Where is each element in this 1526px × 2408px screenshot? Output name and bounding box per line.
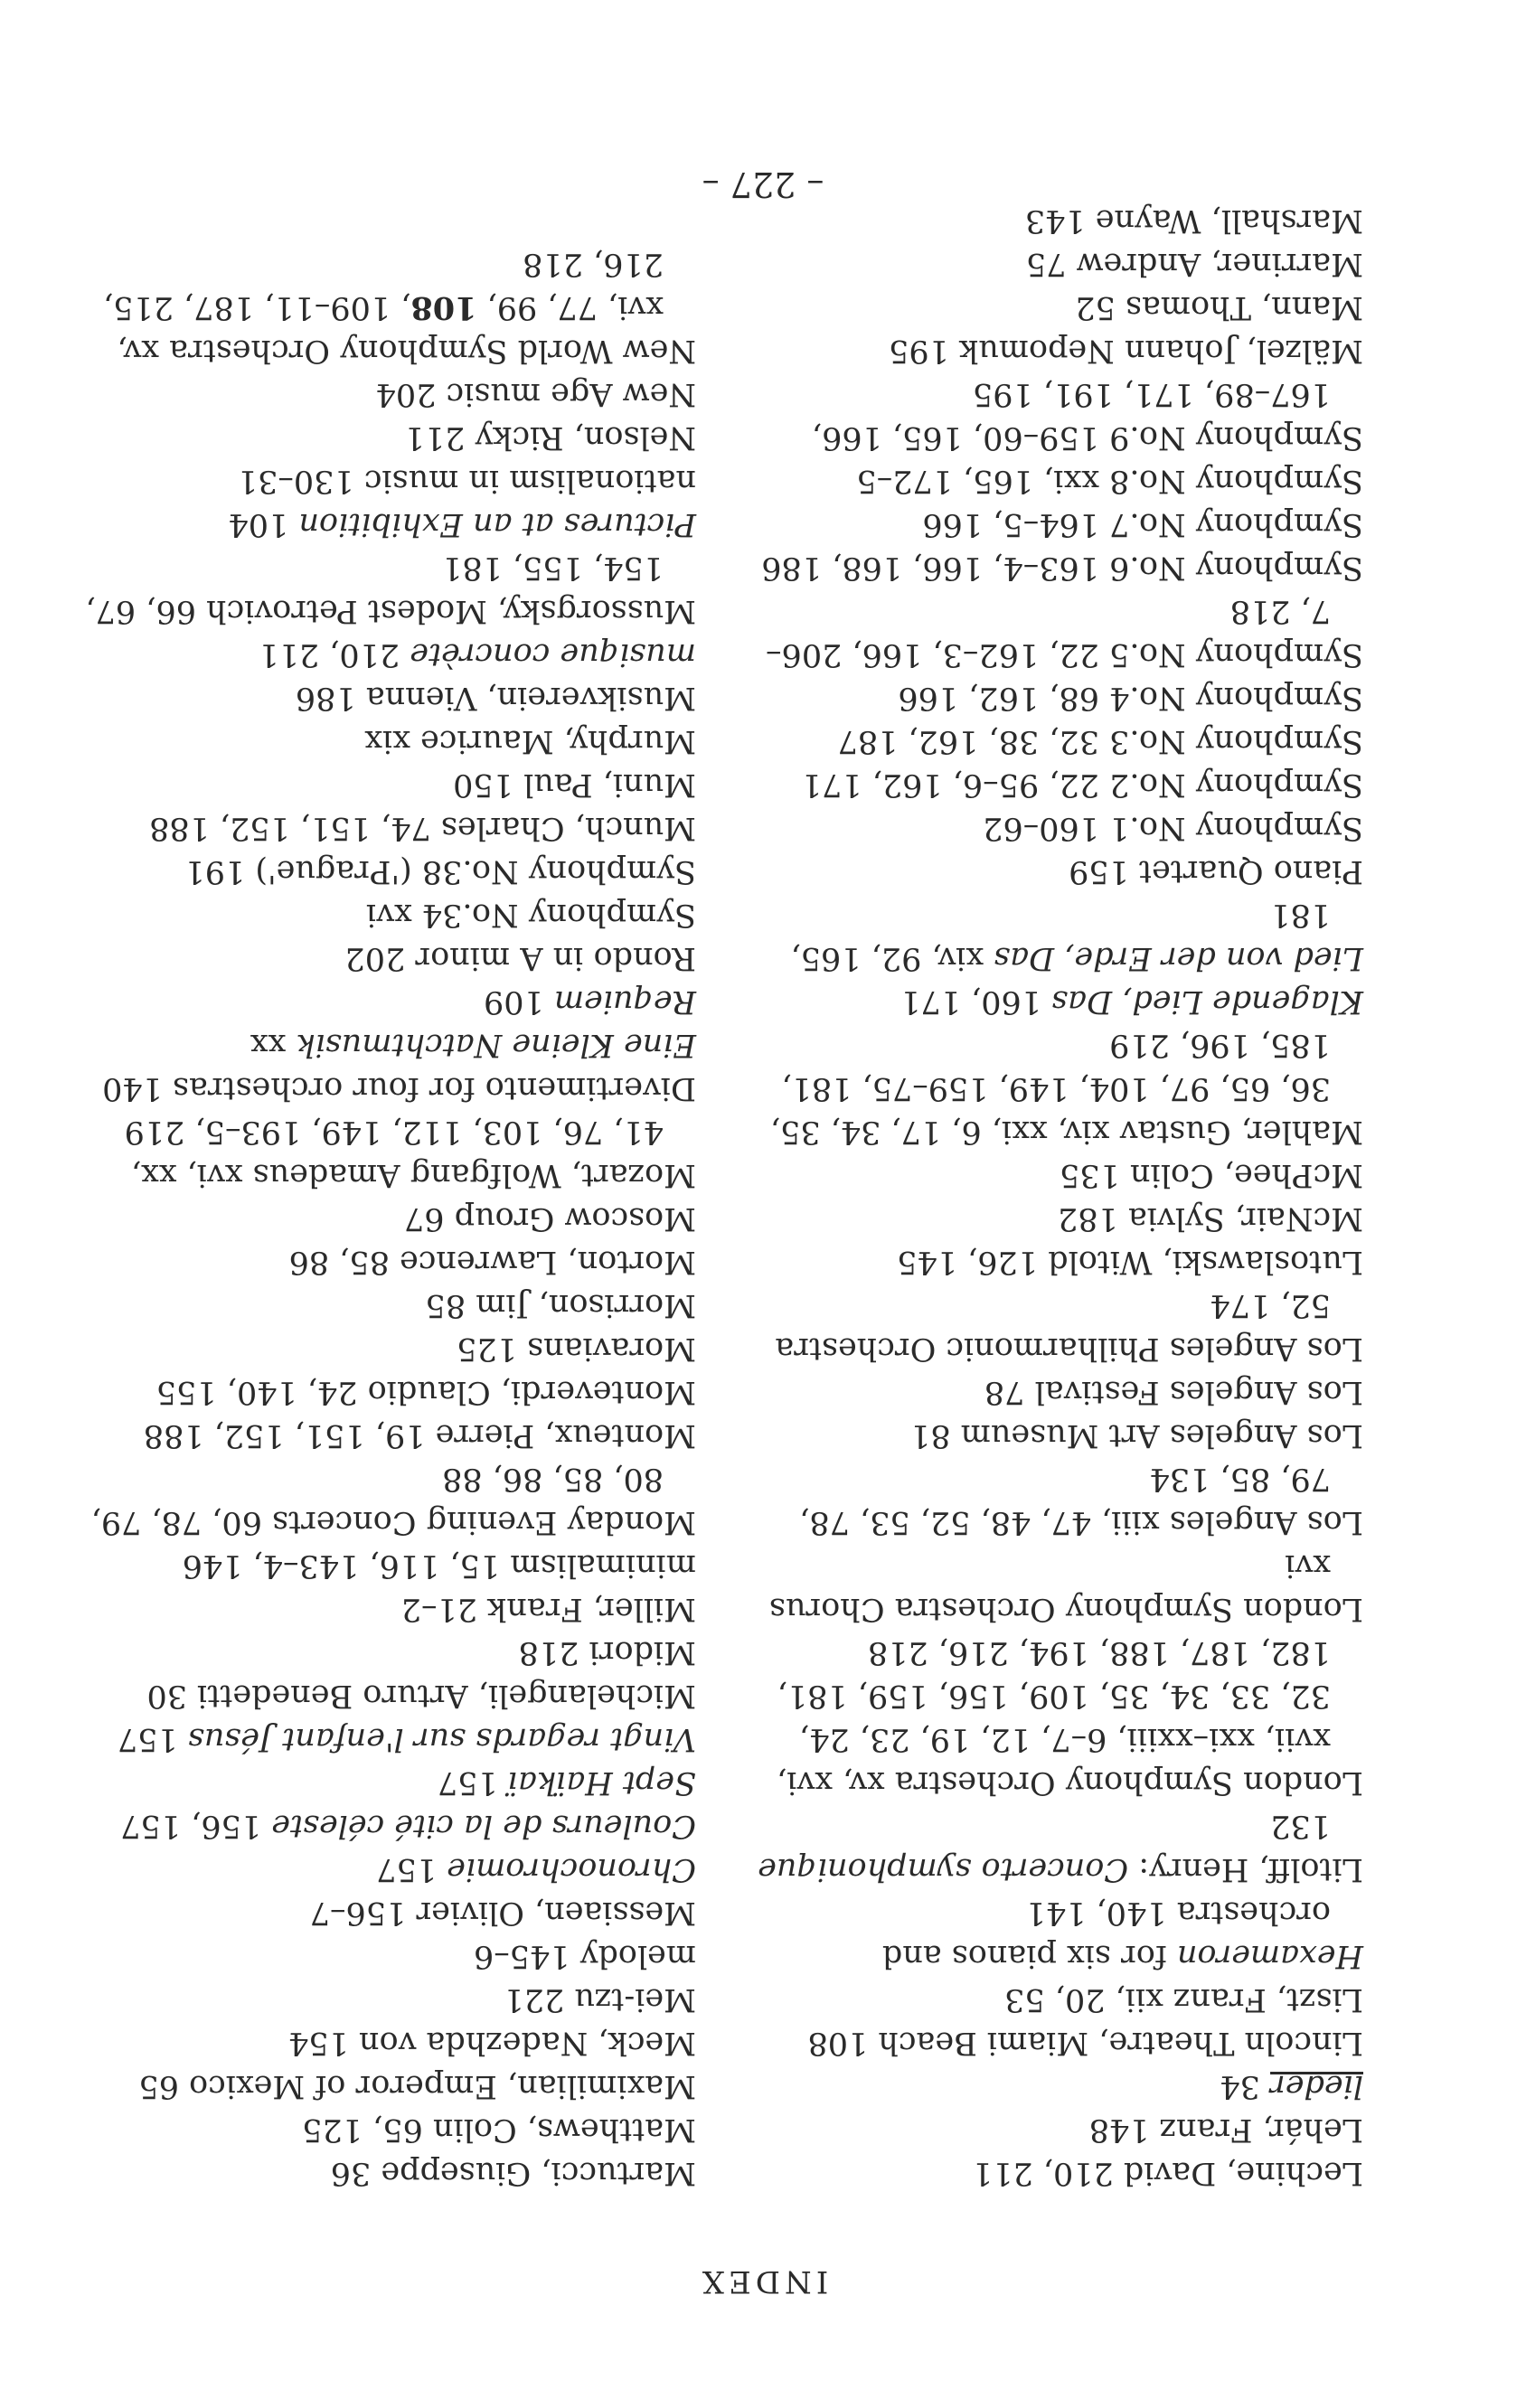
index-entry (749, 329, 1363, 372)
index-entry-text: Mahler, Gustav xiv, xxi, 6, 17, 34, 35, 36, 65, 97, 104, 149, 159–75, 181, 185, 196, 219 (769, 1027, 1363, 1150)
index-entry (81, 1457, 696, 1544)
index-entry (81, 1327, 696, 1370)
index-entry (749, 242, 1363, 286)
index-entry (749, 2021, 1363, 2065)
index-entry-text: 156, 157 (120, 1808, 272, 1844)
index-entry (81, 1674, 696, 1717)
index-entry (749, 1284, 1363, 1370)
index-entry-text: lieder (1270, 2068, 1363, 2104)
index-entry (81, 850, 696, 893)
index-entry (749, 2151, 1363, 2195)
index-entry-text: minimalism 15, 116, 143–4, 146 (182, 1547, 696, 1584)
index-entry (749, 589, 1363, 676)
index-entry-text: Vingt regards sur l'enfant Jésus (187, 1721, 696, 1757)
index-entry (81, 416, 696, 459)
index-entry (81, 1110, 696, 1197)
index-entry-text: 160, 171 (900, 983, 1052, 1020)
index-entry-text: Mann, Thomas 52 (1075, 289, 1363, 325)
index-entry (749, 286, 1363, 329)
index-entry (81, 1067, 696, 1110)
index-entry-text: Requiem (553, 983, 696, 1020)
index-entry-text: 210, 211 (259, 636, 410, 673)
index-entry-text: London Symphony Orchestra xv, xvi, xvii, xxi–xxiii, 6–7, 12, 19, 23, 24, 32, 33, 34, 35, 109, 156, 159, 181, 182, 187, 188, 194, 216, 218 (777, 1634, 1363, 1801)
index-entry-text: Symphony No.38 ('Prague') 191 (184, 853, 696, 889)
index-entry (749, 806, 1363, 850)
index-entry-text: Mei-tzu 221 (504, 1981, 696, 2018)
index-entry-text: Mälzel, Johann Nepomuk 195 (889, 333, 1363, 369)
index-entry (749, 1631, 1363, 1804)
index-entry-text: Hexameron (1176, 1938, 1363, 1974)
index-entry-text: Symphony No.8 xxi, 165, 172–5 (856, 463, 1363, 499)
index-entry-text: 34 (1220, 2068, 1271, 2104)
index-entry-text: Mussorgsky, Modest Petrovich 66, 67, 154, 155, 181 (85, 550, 696, 629)
index-entry (81, 2151, 696, 2195)
index-entry-text: Symphony No.1 160–62 (983, 810, 1363, 846)
index-entry (81, 633, 696, 676)
index-entry (81, 1544, 696, 1587)
index-entry (81, 1240, 696, 1284)
index-entry-text: Morton, Lawrence 85, 86 (288, 1244, 696, 1280)
index-entry-text: 157 (437, 1764, 508, 1801)
index-entry (81, 546, 696, 633)
index-entry-text: McPhee, Colin 135 (1060, 1157, 1363, 1193)
index-entry-text: Chronochromie (447, 1851, 696, 1887)
index-entry (749, 1544, 1363, 1631)
index-entry-text: Symphony No.9 159–60, 165, 166, 167–89, 171, 191, 195 (811, 376, 1363, 456)
index-entry-text: Messiaen, Olivier 156–7 (309, 1895, 696, 1931)
index-entry-text: Marriner, Andrew 75 (1025, 246, 1363, 282)
index-entry (81, 242, 696, 372)
index-entry-text: Nelson, Ricky 211 (404, 419, 696, 456)
index-entry-text: 109 (483, 983, 554, 1020)
index-entry-text: Moravians 125 (457, 1331, 696, 1367)
index-entry (81, 459, 696, 503)
index-entry (81, 720, 696, 763)
index-entry-text: Klagende Lied, Das (1051, 983, 1363, 1020)
index-entry-text: Moscow Group 67 (404, 1200, 696, 1237)
index-entry-text: Symphony No.34 xvi (366, 897, 696, 933)
index-entry-text: 157 (117, 1721, 188, 1757)
index-column-right (81, 242, 696, 2195)
index-entry-text: Piano Quartet 159 (1069, 853, 1363, 889)
index-column-left (749, 199, 1363, 2195)
index-entry (81, 1631, 696, 1674)
index-entry-text: Pictures at an Exhibition (298, 506, 696, 542)
index-entry-text: Los Angeles Art Museum 81 (910, 1417, 1363, 1453)
index-entry-text: Lincoln Theatre, Miami Beach 108 (807, 2025, 1363, 2061)
index-entry (81, 1978, 696, 2021)
index-entry (81, 1804, 696, 1848)
index-entry-text: Lutoslawski, Witold 126, 145 (897, 1244, 1363, 1280)
index-entry-text: Mozart, Wolfgang Amadeus xvi, xx, 41, 76, 103, 112, 149, 193–5, 219 (124, 1114, 696, 1193)
index-entry-text: Symphony No.3 32, 38, 162, 187 (837, 723, 1363, 759)
index-entry (81, 1848, 696, 1891)
index-entry-text: melody 145–6 (473, 1938, 696, 1974)
index-entry-text: Rondo in A minor 202 (344, 940, 696, 976)
index-entry (81, 893, 696, 936)
index-entry (749, 720, 1363, 763)
index-entry-text: Maximilian, Emperor of Mexico 65 (138, 2068, 696, 2104)
index-entry (81, 1197, 696, 1240)
index-entry-text: xiv, 92, 165, 181 (790, 897, 1331, 976)
index-entry (81, 1891, 696, 1934)
index-entry-text: Lehár, Franz 148 (1088, 2112, 1363, 2148)
index-entry (749, 1240, 1363, 1284)
index-entry (749, 1023, 1363, 1153)
index-entry (81, 980, 696, 1023)
index-entry-text: Munch, Charles 74, 151, 152, 188 (149, 810, 696, 846)
index-entry (81, 1284, 696, 1327)
page-header: INDEX (697, 2263, 829, 2300)
index-entry-text: Symphony No.2 22, 95–6, 162, 171 (801, 767, 1363, 803)
index-entry (749, 1370, 1363, 1414)
index-entry-text: Monteux, Pierre 19, 151, 152, 188 (143, 1417, 696, 1453)
index-entry-text: Symphony No.7 164–5, 166 (922, 506, 1363, 542)
index-entry (749, 1804, 1363, 1891)
index-entry-text: 104 (228, 506, 299, 542)
index-entry-text: Michelangeli, Arturo Benedetti 30 (146, 1678, 696, 1714)
index-entry (749, 546, 1363, 589)
index-entry (81, 763, 696, 806)
index-entry-text: Liszt, Franz xii, 20, 53 (1004, 1981, 1363, 2018)
index-entry (749, 763, 1363, 806)
index-entry-text: Los Angeles xiii, 47, 48, 52, 53, 78, 79, 85, 134 (799, 1461, 1363, 1540)
index-entry (749, 1414, 1363, 1457)
index-entry (749, 2108, 1363, 2151)
index-entry (81, 1761, 696, 1804)
index-entry-text: 132 (1270, 1808, 1331, 1844)
index-entry-text: nationalism in music 130–31 (237, 463, 696, 499)
index-entry (81, 1023, 696, 1067)
index-entry-text: Symphony No.5 22, 162–3, 166, 206–7, 218 (766, 593, 1363, 673)
index-entry (749, 459, 1363, 503)
index-entry-text: Couleurs de la cité céleste (271, 1808, 696, 1844)
index-entry-text: Divertimento for four orchestras 140 (102, 1070, 696, 1106)
index-entry-text: Musikverein, Vienna 186 (295, 680, 696, 716)
index-entry (81, 1717, 696, 1761)
index-entry (749, 893, 1363, 980)
index-entry-text: Los Angeles Philharmonic Orchestra 52, 174 (775, 1287, 1363, 1367)
index-entry-text: McNair, Sylvia 182 (1058, 1200, 1363, 1237)
index-entry-text: Los Angeles Festival 78 (984, 1374, 1363, 1410)
index-entry-text: Lied von der Erde, Das (994, 940, 1363, 976)
index-entry (81, 1370, 696, 1414)
index-entry (749, 199, 1363, 242)
index-entry-text: London Symphony Orchestra Chorus xvi (768, 1547, 1363, 1627)
index-entry-text: Matthews, Colin 65, 125 (302, 2112, 696, 2148)
page-number: – 227 – (702, 165, 824, 204)
index-entry (81, 806, 696, 850)
index-entry-text: Sept Haïkaï (507, 1764, 696, 1801)
index-entry (81, 372, 696, 416)
index-entry-text: Morrison, Jim 85 (425, 1287, 696, 1323)
index-entry-text: 108 (410, 289, 477, 326)
index-entry (749, 1153, 1363, 1197)
index-entry (749, 1978, 1363, 2021)
index-entry (81, 676, 696, 720)
index-entry (81, 1414, 696, 1457)
index-entry-text: Muni, Paul 150 (453, 767, 696, 803)
index-entry-text: New Age music 204 (375, 376, 696, 412)
index-entry (749, 850, 1363, 893)
index-entry (749, 2065, 1363, 2108)
index-entry-text: xx (250, 1027, 297, 1063)
index-entry-text: Midori 218 (518, 1634, 696, 1670)
index-entry (81, 1587, 696, 1631)
index-entry (749, 980, 1363, 1023)
index-entry (81, 2108, 696, 2151)
index-entry-text: Concerto symphonique (758, 1851, 1129, 1887)
index-entry-text: Marshall, Wayne 143 (1024, 202, 1363, 239)
index-entry (749, 1891, 1363, 1978)
index-entry-text: 157 (376, 1851, 447, 1887)
index-entry (749, 1457, 1363, 1544)
index-entry (749, 503, 1363, 546)
index-entry-text: Meck, Nadezhda von 154 (288, 2025, 696, 2061)
index-entry-text: musique concrète (410, 636, 696, 673)
index-entry (81, 503, 696, 546)
index-entry-text: Monteverdi, Claudio 24, 140, 155 (155, 1374, 696, 1410)
index-entry-text: Litolff, Henry: (1128, 1851, 1363, 1887)
index-entry-text: Martucci, Giuseppe 36 (330, 2155, 696, 2191)
index-entry (81, 2065, 696, 2108)
index-entry-text: Murphy, Maurice xix (364, 723, 696, 759)
index-entry-text: Monday Evening Concerts 60, 78, 79, 80, 85, 86, 88 (90, 1461, 696, 1540)
index-entry-text: Symphony No.4 68, 162, 166 (898, 680, 1363, 716)
index-entry-text: Miller, Frank 21–2 (400, 1591, 696, 1627)
index-entry-text: , 109–11, 187, 215, 216, 218 (103, 246, 664, 325)
index-entry (81, 1934, 696, 1978)
index-entry-text: New World Symphony Orchestra xv, xvi, 77, 99, (117, 289, 696, 369)
index-entry (81, 2021, 696, 2065)
index-entry (749, 676, 1363, 720)
index-entry (81, 936, 696, 980)
index-entry-text: Symphony No.6 163–4, 166, 168, 186 (761, 550, 1363, 586)
index-entry-text: Eine Kleine Natchtmusik (296, 1027, 696, 1063)
index-entry-text: for six pianos and orchestra 140, 141 (881, 1895, 1331, 1974)
index-entry-text: Lechine, David 210, 211 (972, 2155, 1363, 2191)
index-entry (749, 372, 1363, 459)
index-entry (749, 1197, 1363, 1240)
